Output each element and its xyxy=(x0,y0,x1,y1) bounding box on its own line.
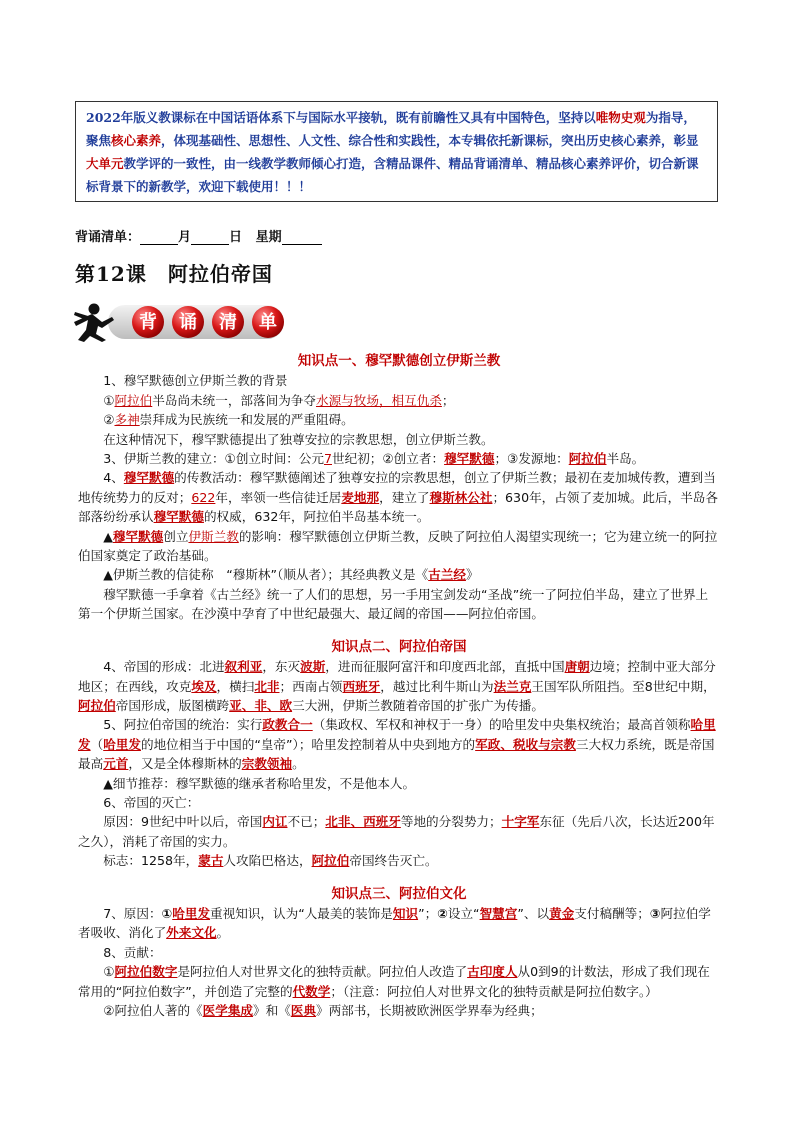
paragraph: ▲细节推荐：穆罕默德的继承者称哈里发，不是他本人。 xyxy=(103,775,416,791)
month-blank[interactable] xyxy=(140,231,178,245)
paragraph: 4、帝国的形成：北进叙利亚，东灭波斯，进而征服阿富汗和印度西北部，直抵中国唐朝边境；控制中亚大部分地区；在西线，攻克埃及，横扫北非；西南占领西班牙，越过比利牛斯山为法兰克王国军队所阻挡。至8世纪中期，阿拉伯帝国形成，版图横跨亚、非、欧三大洲，伊斯兰教随着帝国的扩张广为传播。 xyxy=(78,659,716,713)
day-blank[interactable] xyxy=(191,231,229,245)
paragraph: 5、阿拉伯帝国的统治：实行政教合一（集政权、军权和神权于一身）的哈里发中央集权统治；最高首领称哈里发（哈里发的地位相当于中国的“皇帝”）；哈里发控制着从中央到地方的军政、税收与宗教三大权力系统，既是帝国最高元首，又是全体穆斯林的宗教领袖。 xyxy=(78,717,716,772)
paragraph: ②多神崇拜成为民族统一和发展的严重阻碍。 xyxy=(103,412,354,428)
paragraph: ①阿拉伯数字是阿拉伯人对世界文化的独特贡献。阿拉伯人改造了古印度人从0到9的计数法，形成了我们现在常用的“阿拉伯数字”，并创造了完整的代数学；（注意：阿拉伯人对世界文化的独特贡献是阿拉伯数字。） xyxy=(78,964,710,999)
banner-char: 单 xyxy=(259,312,277,333)
section-heading: 知识点二、阿拉伯帝国 xyxy=(331,638,467,655)
paragraph: ▲伊斯兰教的信徒称 “穆斯林”（顺从者）；其经典教义是《古兰经》 xyxy=(103,567,479,583)
paragraph: 6、帝国的灭亡： xyxy=(103,794,200,810)
paragraph: 7、原因：①哈里发重视知识，认为“人最美的装饰是知识”；②设立“智慧宫”、以黄金支付稿酬等；③阿拉伯学者吸收、消化了外来文化。 xyxy=(78,905,711,941)
paragraph: 在这种情况下，穆罕默德提出了独尊安拉的宗教思想，创立伊斯兰教。 xyxy=(103,431,494,447)
paragraph: ①阿拉伯半岛尚未统一，部落间为争夺水源与牧场，相互仇杀； xyxy=(103,392,455,408)
recite-list-banner xyxy=(72,300,286,342)
paragraph: 8、贡献： xyxy=(103,944,162,960)
intro-notice-box: 2022年版义教课标在中国话语体系下与国际水平接轨，既有前瞻性又具有中国特色，坚持以唯物史观为指导，聚焦核心素养，体现基础性、思想性、人文性、综合性和实践性，本专辑依托新课标，突出历史核心素养，彰显大单元教学评的一致性，由一线教学教师倾心打造，含精品课件、精品背诵清单、精品核心素养评价，切合新课标背景下的新教学，欢迎下载使用！！！ xyxy=(75,101,718,202)
paragraph: 1、穆罕默德创立伊斯兰教的背景 xyxy=(103,373,288,389)
martial-arts-figure-icon xyxy=(74,304,114,343)
section-heading: 知识点一、穆罕默德创立伊斯兰教 xyxy=(297,353,501,369)
week-blank[interactable] xyxy=(282,231,322,245)
paragraph: ▲穆罕默德创立伊斯兰教的影响：穆罕默德创立伊斯兰教，反映了阿拉伯人渴望实现统一；它为建立统一的阿拉伯国家奠定了政治基础。 xyxy=(78,528,718,564)
banner-char: 背 xyxy=(139,312,157,333)
paragraph: 标志：1258年，蒙古人攻陷巴格达，阿拉伯帝国终告灭亡。 xyxy=(103,853,438,869)
paragraph: ②阿拉伯人著的《医学集成》和《医典》两部书，长期被欧洲医学界奉为经典； xyxy=(103,1003,543,1018)
banner-char: 诵 xyxy=(179,312,197,333)
document-body xyxy=(78,352,720,1020)
paragraph: 穆罕默德一手拿着《古兰经》统一了人们的思想，另一手用宝剑发动“圣战”统一了阿拉伯半岛，建立了世界上第一个伊斯兰国家。在沙漠中孕育了中世纪最强大、最辽阔的帝国——阿拉伯帝国。 xyxy=(78,586,709,622)
recite-date-line: 背诵清单： 月 日 星期 xyxy=(75,226,322,245)
section-heading: 知识点三、阿拉伯文化 xyxy=(331,885,467,902)
paragraph: 3、伊斯兰教的建立：①创立时间：公元7世纪初；②创立者：穆罕默德；③发源地：阿拉伯半岛。 xyxy=(103,451,645,467)
banner-char: 清 xyxy=(219,312,237,333)
paragraph: 原因：9世纪中叶以后，帝国内讧不已；北非、西班牙等地的分裂势力；十字军东征（先后八次，长达近200年之久），消耗了帝国的实力。 xyxy=(78,814,715,849)
paragraph: 4、穆罕默德的传教活动：穆罕默德阐述了独尊安拉的宗教思想，创立了伊斯兰教；最初在麦加城传教，遭到当地传统势力的反对；622年，率领一些信徒迁居麦地那，建立了穆斯林公社；630年，占领了麦加城。此后，半岛各部落纷纷承认穆罕默德的权威，632年，阿拉伯半岛基本统一。 xyxy=(78,470,718,525)
lesson-title: 第12课 阿拉伯帝国 xyxy=(75,262,273,286)
